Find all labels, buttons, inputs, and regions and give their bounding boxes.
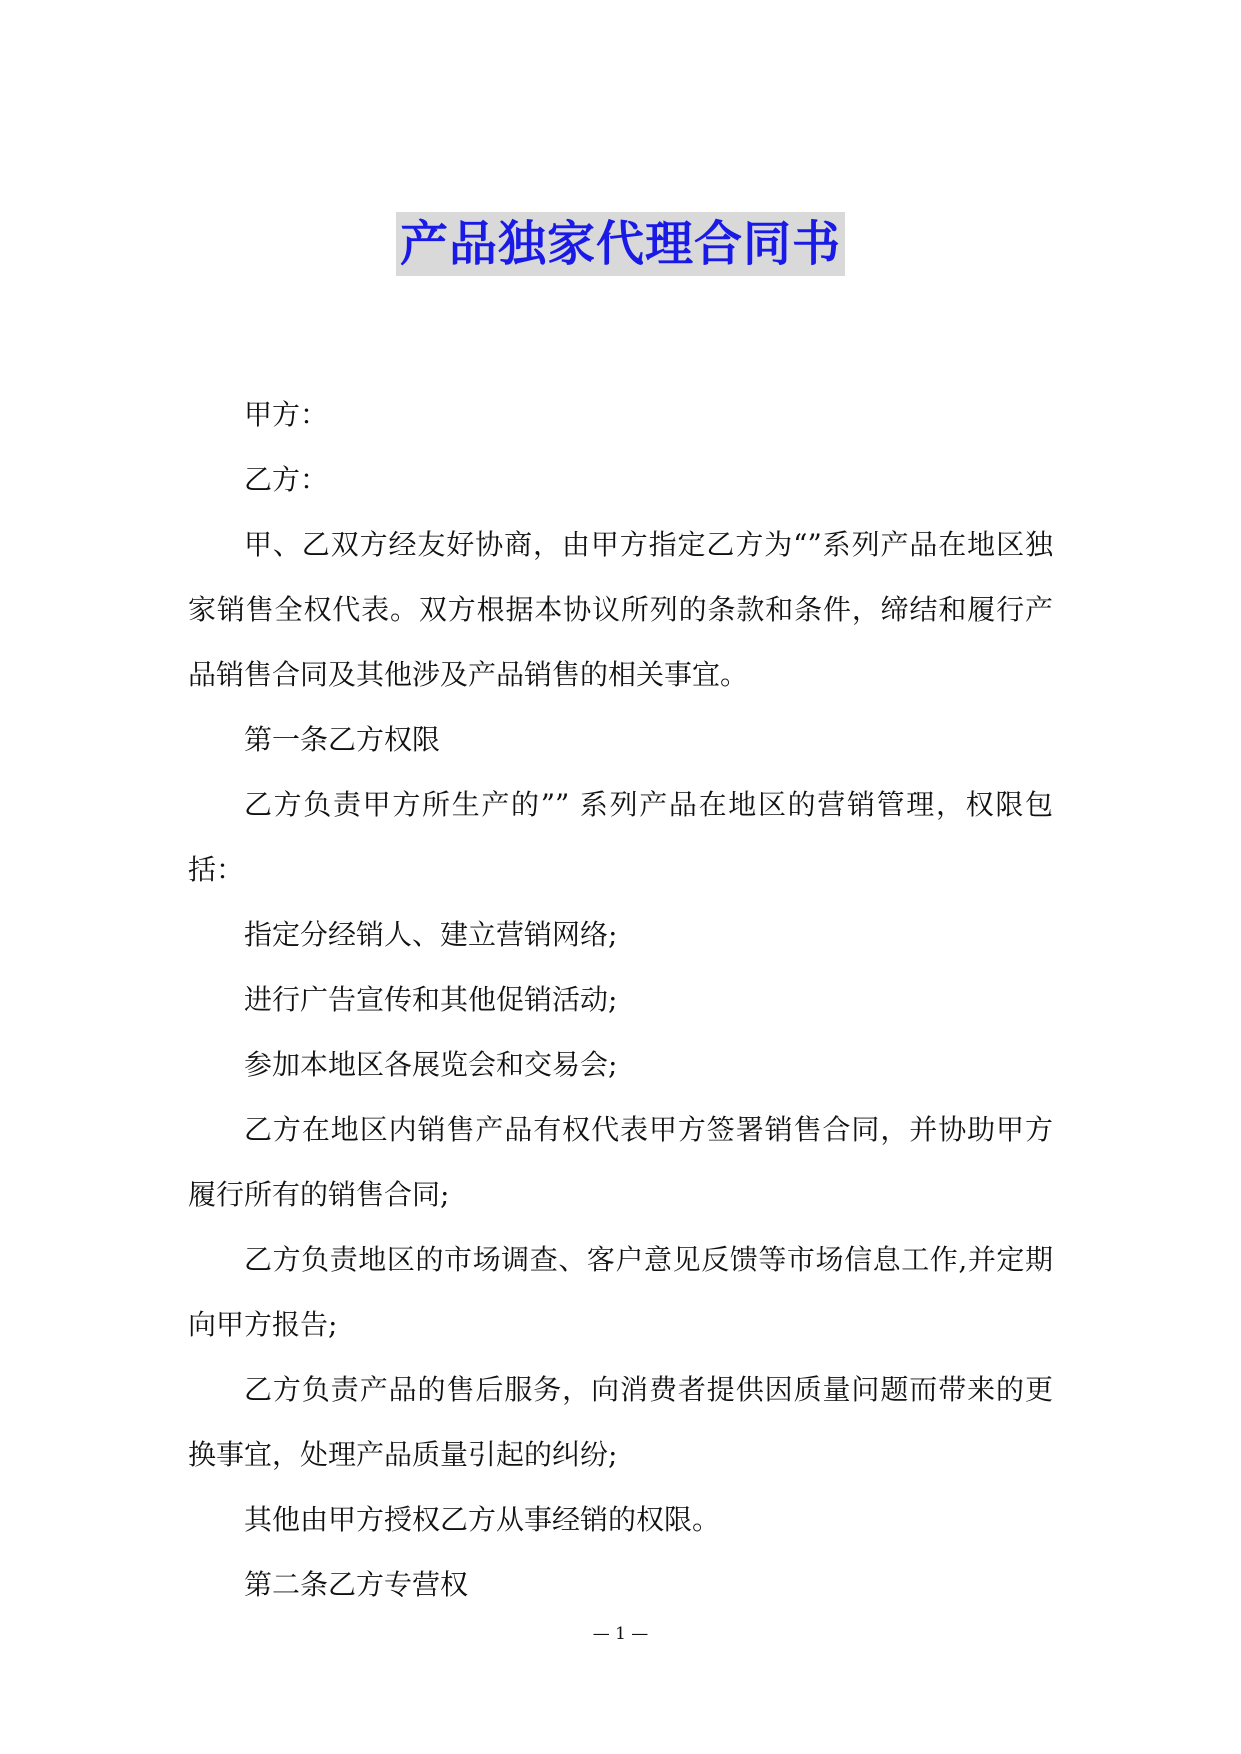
title-area: [0, 212, 1241, 276]
document-body: [188, 382, 1053, 1617]
article-paragraph: 乙方负责甲方所生产的”” 系列产品在地区的营销管理，权限包括：: [188, 788, 1053, 886]
preamble-paragraph: 甲、乙双方经友好协商，由甲方指定乙方为“”系列产品在地区独家销售全权代表。双方根据本协议所列的条款和条件，缔结和履行产品销售合同及其他涉及产品销售的相关事宜。: [188, 528, 1053, 691]
party-a-line: 甲方：: [244, 398, 329, 431]
document-title: 产品独家代理合同书: [396, 212, 845, 276]
list-item: 乙方负责产品的售后服务，向消费者提供因质量问题而带来的更换事宜，处理产品质量引起的纠纷;: [188, 1373, 1053, 1471]
page-number: — 1 —: [592, 1624, 649, 1644]
list-item: 进行广告宣传和其他促销活动;: [244, 983, 618, 1016]
party-b-line: 乙方：: [244, 463, 329, 496]
article-heading: 第一条乙方权限: [244, 723, 441, 756]
list-item: 乙方在地区内销售产品有权代表甲方签署销售合同，并协助甲方履行所有的销售合同;: [188, 1113, 1053, 1211]
article-heading: 第二条乙方专营权: [244, 1568, 469, 1601]
list-item: 指定分经销人、建立营销网络;: [244, 918, 618, 951]
list-item: 参加本地区各展览会和交易会;: [244, 1048, 618, 1081]
list-item: 其他由甲方授权乙方从事经销的权限。: [244, 1503, 721, 1536]
list-item: 乙方负责地区的市场调查、客户意见反馈等市场信息工作,并定期向甲方报告;: [188, 1243, 1053, 1341]
